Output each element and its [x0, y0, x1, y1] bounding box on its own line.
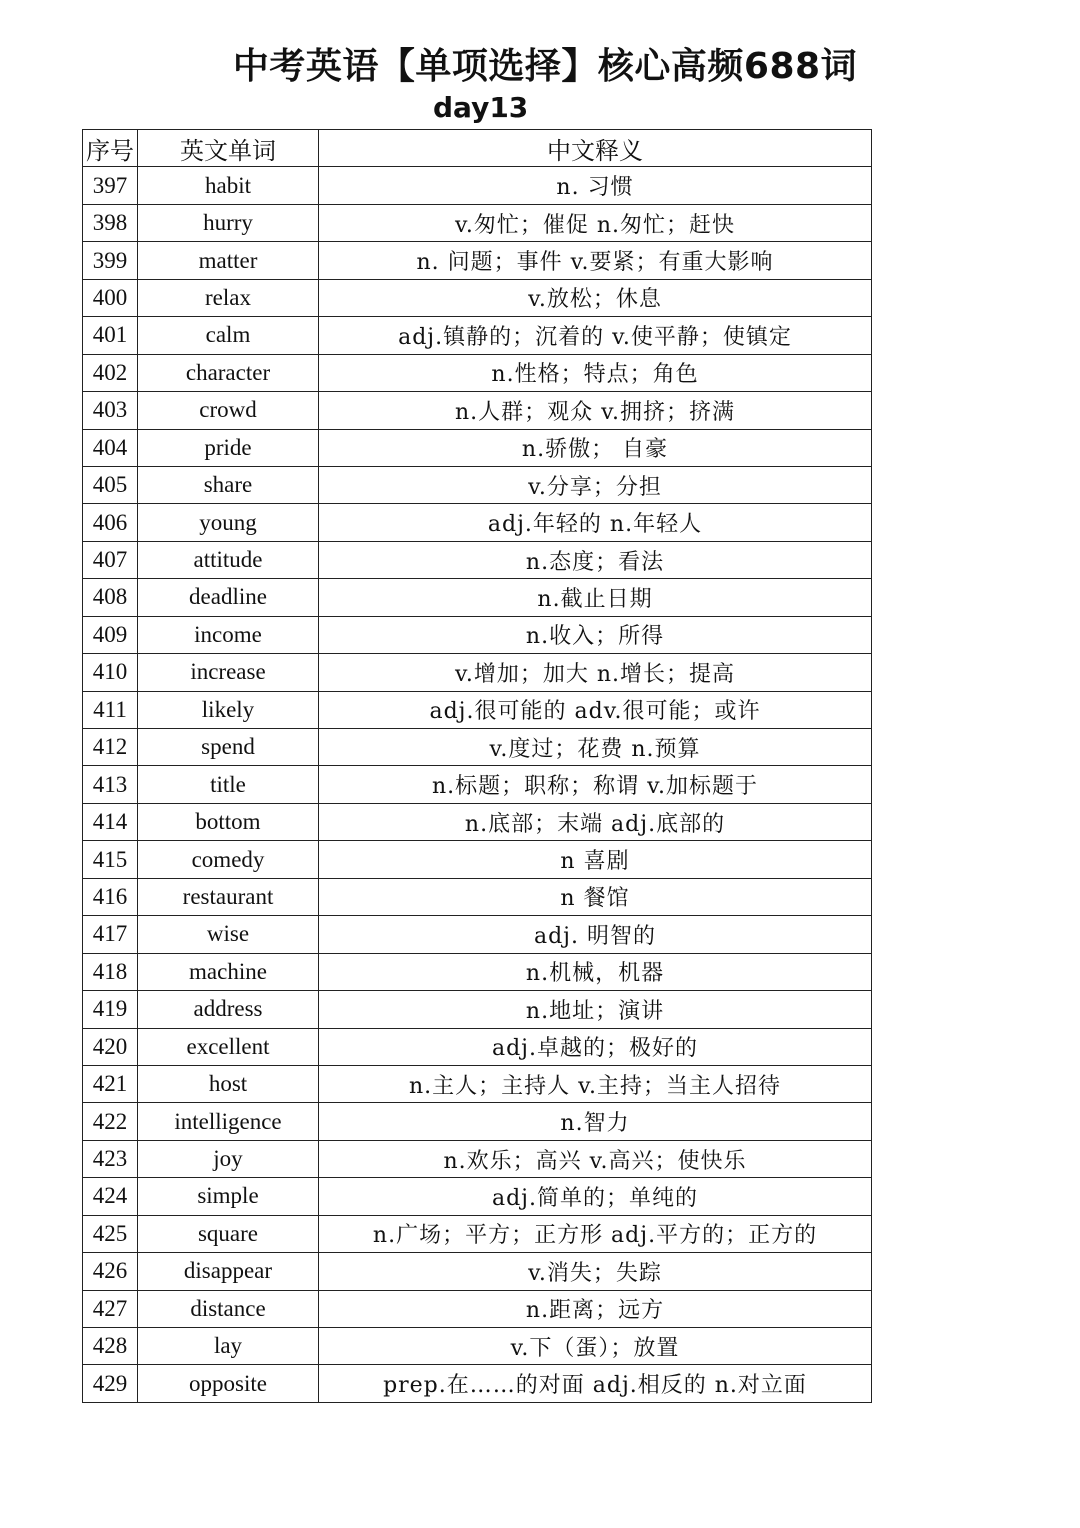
row-meaning: n.态度；看法 — [319, 541, 872, 578]
row-meaning: v.分享；分担 — [319, 466, 872, 503]
table-row — [83, 204, 872, 241]
table-row — [83, 729, 872, 766]
table-row — [83, 1365, 872, 1402]
row-number: 429 — [83, 1365, 138, 1402]
row-number: 404 — [83, 429, 138, 466]
row-number: 423 — [83, 1140, 138, 1177]
row-meaning: prep.在……的对面 adj.相反的 n.对立面 — [319, 1365, 872, 1402]
row-number: 420 — [83, 1028, 138, 1065]
table-row — [83, 429, 872, 466]
row-meaning: adj.卓越的；极好的 — [319, 1028, 872, 1065]
row-word: lay — [138, 1328, 319, 1365]
table-row — [83, 1103, 872, 1140]
table-header-row — [83, 130, 872, 167]
row-meaning: adj.很可能的 adv.很可能；或许 — [319, 691, 872, 728]
table-row — [83, 1065, 872, 1102]
row-number: 428 — [83, 1328, 138, 1365]
row-number: 422 — [83, 1103, 138, 1140]
row-word: calm — [138, 317, 319, 354]
row-number: 401 — [83, 317, 138, 354]
row-meaning: n.欢乐；高兴 v.高兴；使快乐 — [319, 1140, 872, 1177]
row-meaning: n.广场；平方；正方形 adj.平方的；正方的 — [319, 1215, 872, 1252]
row-number: 415 — [83, 841, 138, 878]
table-row — [83, 579, 872, 616]
row-word: hurry — [138, 204, 319, 241]
row-number: 426 — [83, 1253, 138, 1290]
row-number: 410 — [83, 654, 138, 691]
table-row — [83, 504, 872, 541]
row-word: address — [138, 991, 319, 1028]
row-number: 427 — [83, 1290, 138, 1327]
row-word: share — [138, 466, 319, 503]
row-meaning: n.底部；末端 adj.底部的 — [319, 803, 872, 840]
table-row — [83, 841, 872, 878]
row-meaning: n.智力 — [319, 1103, 872, 1140]
row-word: joy — [138, 1140, 319, 1177]
row-number: 421 — [83, 1065, 138, 1102]
header-meaning: 中文释义 — [319, 130, 872, 167]
row-meaning: adj.镇静的；沉着的 v.使平静；使镇定 — [319, 317, 872, 354]
row-word: spend — [138, 729, 319, 766]
row-meaning: n. 习惯 — [319, 167, 872, 204]
table-row — [83, 242, 872, 279]
row-word: matter — [138, 242, 319, 279]
row-number: 412 — [83, 729, 138, 766]
row-word: relax — [138, 279, 319, 316]
row-word: simple — [138, 1178, 319, 1215]
table-row — [83, 1178, 872, 1215]
row-meaning: n.机械，机器 — [319, 953, 872, 990]
row-meaning: n.性格；特点；角色 — [319, 354, 872, 391]
table-row — [83, 916, 872, 953]
row-number: 413 — [83, 766, 138, 803]
table-row — [83, 541, 872, 578]
table-row — [83, 691, 872, 728]
row-number: 406 — [83, 504, 138, 541]
row-number: 399 — [83, 242, 138, 279]
row-word: intelligence — [138, 1103, 319, 1140]
row-word: restaurant — [138, 878, 319, 915]
table-row — [83, 1290, 872, 1327]
row-number: 409 — [83, 616, 138, 653]
row-number: 419 — [83, 991, 138, 1028]
table-row — [83, 616, 872, 653]
row-number: 424 — [83, 1178, 138, 1215]
row-meaning: n.人群；观众 v.拥挤；挤满 — [319, 392, 872, 429]
row-word: excellent — [138, 1028, 319, 1065]
vocabulary-table — [82, 129, 872, 1403]
row-word: young — [138, 504, 319, 541]
row-word: square — [138, 1215, 319, 1252]
header-number: 序号 — [83, 130, 138, 167]
table-row — [83, 953, 872, 990]
row-number: 402 — [83, 354, 138, 391]
table-row — [83, 991, 872, 1028]
table-row — [83, 1328, 872, 1365]
row-word: attitude — [138, 541, 319, 578]
row-meaning: n.距离；远方 — [319, 1290, 872, 1327]
table-row — [83, 354, 872, 391]
table-row — [83, 654, 872, 691]
table-row — [83, 1253, 872, 1290]
row-number: 398 — [83, 204, 138, 241]
row-word: opposite — [138, 1365, 319, 1402]
table-row — [83, 466, 872, 503]
table-row — [83, 1028, 872, 1065]
table-row — [83, 878, 872, 915]
row-number: 418 — [83, 953, 138, 990]
row-meaning: n.标题；职称；称谓 v.加标题于 — [319, 766, 872, 803]
page-title: 中考英语【单项选择】核心高频688词 — [232, 46, 858, 87]
row-word: deadline — [138, 579, 319, 616]
vocabulary-rows — [83, 167, 872, 1402]
row-word: crowd — [138, 392, 319, 429]
row-meaning: adj.年轻的 n.年轻人 — [319, 504, 872, 541]
row-meaning: v.度过；花费 n.预算 — [319, 729, 872, 766]
row-meaning: n.收入；所得 — [319, 616, 872, 653]
row-word: character — [138, 354, 319, 391]
table-row — [83, 766, 872, 803]
table-row — [83, 392, 872, 429]
row-meaning: n.截止日期 — [319, 579, 872, 616]
row-number: 411 — [83, 691, 138, 728]
row-meaning: adj. 明智的 — [319, 916, 872, 953]
table-row — [83, 1215, 872, 1252]
row-number: 405 — [83, 466, 138, 503]
row-number: 408 — [83, 579, 138, 616]
row-word: comedy — [138, 841, 319, 878]
row-meaning: adj.简单的；单纯的 — [319, 1178, 872, 1215]
row-word: disappear — [138, 1253, 319, 1290]
row-meaning: n.主人；主持人 v.主持；当主人招待 — [319, 1065, 872, 1102]
table-row — [83, 317, 872, 354]
row-meaning: v.消失；失踪 — [319, 1253, 872, 1290]
row-number: 425 — [83, 1215, 138, 1252]
row-meaning: n.骄傲； 自豪 — [319, 429, 872, 466]
row-number: 397 — [83, 167, 138, 204]
row-word: habit — [138, 167, 319, 204]
table-row — [83, 279, 872, 316]
row-meaning: v.增加；加大 n.增长；提高 — [319, 654, 872, 691]
row-meaning: n.地址；演讲 — [319, 991, 872, 1028]
row-meaning: n 喜剧 — [319, 841, 872, 878]
row-word: machine — [138, 953, 319, 990]
row-word: increase — [138, 654, 319, 691]
day-label: day13 — [433, 91, 529, 124]
row-word: host — [138, 1065, 319, 1102]
table-row — [83, 803, 872, 840]
row-number: 403 — [83, 392, 138, 429]
row-word: pride — [138, 429, 319, 466]
row-meaning: n 餐馆 — [319, 878, 872, 915]
row-word: distance — [138, 1290, 319, 1327]
row-meaning: n. 问题；事件 v.要紧；有重大影响 — [319, 242, 872, 279]
row-meaning: v.下（蛋）；放置 — [319, 1328, 872, 1365]
row-word: bottom — [138, 803, 319, 840]
row-number: 416 — [83, 878, 138, 915]
row-word: likely — [138, 691, 319, 728]
row-number: 407 — [83, 541, 138, 578]
row-meaning: v.放松；休息 — [319, 279, 872, 316]
row-word: title — [138, 766, 319, 803]
table-row — [83, 1140, 872, 1177]
row-number: 400 — [83, 279, 138, 316]
row-number: 414 — [83, 803, 138, 840]
row-number: 417 — [83, 916, 138, 953]
row-meaning: v.匆忙；催促 n.匆忙；赶快 — [319, 204, 872, 241]
row-word: wise — [138, 916, 319, 953]
table-row — [83, 167, 872, 204]
header-word: 英文单词 — [138, 130, 319, 167]
row-word: income — [138, 616, 319, 653]
